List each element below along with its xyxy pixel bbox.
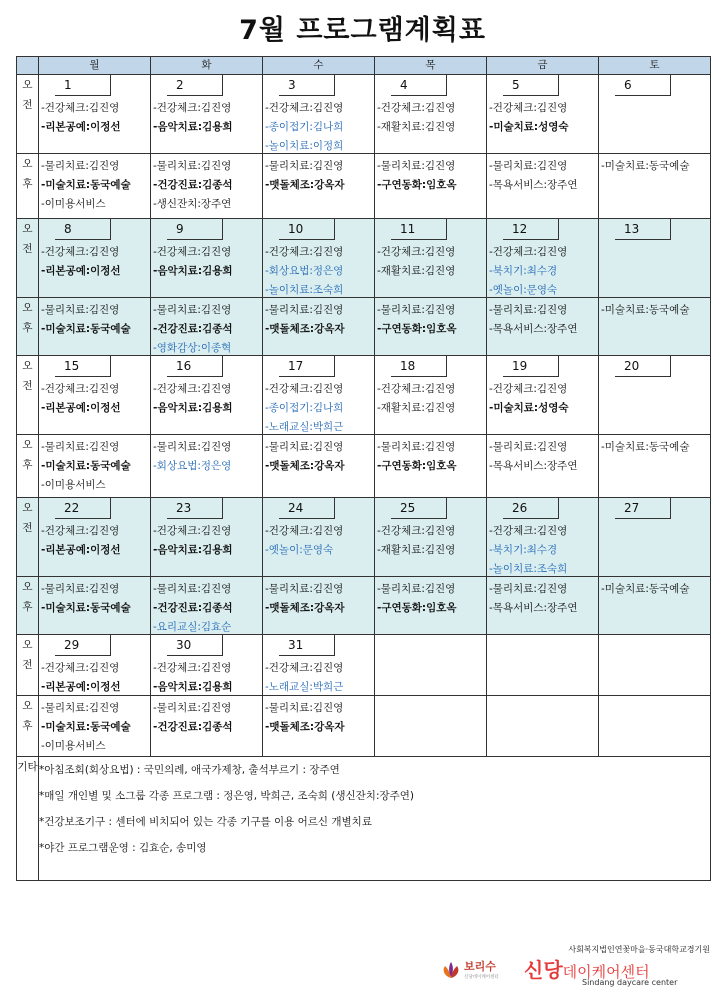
- day-cell: [151, 577, 263, 635]
- note-line: *야간 프로그램운영 : 김효순, 송미영: [39, 842, 207, 854]
- label-char: 전: [22, 522, 33, 534]
- program-entry: -음악치료:김용희: [153, 265, 233, 277]
- program-entry: -건강진료:김종석: [153, 179, 233, 191]
- day-cell: [151, 298, 263, 356]
- program-entry: -미술치료:동국예술: [601, 304, 690, 316]
- program-entry: -건강진료:김종석: [153, 323, 233, 335]
- program-entry: -영화감상:이종혁: [153, 342, 232, 354]
- date-number: 25: [391, 498, 447, 519]
- program-entry: -음악치료:김용희: [153, 544, 233, 556]
- program-entry: -놀이치료:조숙희: [265, 284, 344, 296]
- program-entry: -건강체크:김진영: [41, 662, 120, 674]
- footer-logo: [432, 944, 714, 990]
- day-cell: [263, 696, 375, 757]
- day-cell: [375, 577, 487, 635]
- label-char: 후: [22, 459, 33, 471]
- day-cell: [375, 298, 487, 356]
- label-char: 전: [22, 659, 33, 671]
- program-entry: -건강진료:김종석: [153, 721, 233, 733]
- day-cell: [263, 154, 375, 219]
- day-cell: [263, 577, 375, 635]
- program-entry: -물리치료:김진영: [41, 304, 120, 316]
- pm-label: [17, 298, 39, 356]
- label-char: 오: [22, 502, 33, 514]
- program-entry: -물리치료:김진영: [377, 160, 456, 172]
- label-char: 오: [22, 360, 33, 372]
- program-entry: -건강체크:김진영: [265, 662, 344, 674]
- program-entry: -목욕서비스:장주연: [489, 460, 578, 472]
- day-cell: [263, 635, 375, 696]
- program-entry: -건강체크:김진영: [153, 246, 232, 258]
- date-number: 27: [615, 498, 671, 519]
- program-entry: -건강체크:김진영: [265, 102, 344, 114]
- date-number: 22: [55, 498, 111, 519]
- day-cell: [375, 635, 487, 696]
- day-cell: [151, 696, 263, 757]
- program-entry: -구연동화:임호옥: [377, 179, 457, 191]
- day-header: 목: [375, 57, 487, 75]
- program-entry: -건강체크:김진영: [153, 102, 232, 114]
- program-entry: -건강체크:김진영: [265, 525, 344, 537]
- date-number: 11: [391, 219, 447, 240]
- week-pm-row: [17, 298, 711, 356]
- am-label: [17, 498, 39, 577]
- program-entry: -종이접기:김나희: [265, 402, 344, 414]
- program-entry: -물리치료:김진영: [489, 441, 568, 453]
- day-cell: [375, 356, 487, 435]
- date-number: 30: [167, 635, 223, 656]
- program-entry: -요리교실:김효순: [153, 621, 232, 633]
- program-entry: -놀이치료:이정희: [265, 140, 344, 152]
- label-char: 전: [22, 380, 33, 392]
- program-entry: -음악치료:김용희: [153, 402, 233, 414]
- program-entry: -구연동화:임호옥: [377, 323, 457, 335]
- date-number: 6: [615, 75, 671, 96]
- date-number: 4: [391, 75, 447, 96]
- program-entry: -종이접기:김나희: [265, 121, 344, 133]
- program-entry: -물리치료:김진영: [153, 441, 232, 453]
- day-cell: [487, 75, 599, 154]
- program-entry: -미술치료:동국예술: [41, 460, 131, 472]
- program-entry: -물리치료:김진영: [265, 160, 344, 172]
- program-entry: -맷돌체조:강옥자: [265, 179, 345, 191]
- day-cell: [375, 696, 487, 757]
- day-cell: [487, 356, 599, 435]
- label-char: 전: [22, 243, 33, 255]
- label-char: 후: [22, 322, 33, 334]
- week-pm-row: [17, 154, 711, 219]
- day-cell: [487, 435, 599, 498]
- day-cell: [151, 219, 263, 298]
- week-am-row: [17, 356, 711, 435]
- day-cell: [375, 75, 487, 154]
- day-cell: [375, 219, 487, 298]
- label-char: 오: [22, 79, 33, 91]
- schedule-body: [17, 75, 711, 757]
- program-entry: -물리치료:김진영: [377, 304, 456, 316]
- day-cell: [151, 356, 263, 435]
- date-number: 3: [279, 75, 335, 96]
- program-entry: -재활치료:김진영: [377, 402, 456, 414]
- date-number: 2: [167, 75, 223, 96]
- footer-org: 사회복지법인연꽃마을·동국대학교경기원: [568, 945, 710, 954]
- lotus-logo-icon: [440, 960, 462, 980]
- program-entry: -리본공예:이정선: [41, 544, 121, 556]
- program-entry: -물리치료:김진영: [153, 304, 232, 316]
- day-cell: [263, 435, 375, 498]
- day-cell: [599, 298, 711, 356]
- program-entry: -건강체크:김진영: [41, 383, 120, 395]
- program-entry: -북치기:최수경: [489, 544, 558, 556]
- program-entry: -물리치료:김진영: [265, 304, 344, 316]
- program-entry: -목욕서비스:장주연: [489, 179, 578, 191]
- program-entry: -물리치료:김진영: [489, 304, 568, 316]
- week-am-row: [17, 75, 711, 154]
- program-entry: -건강체크:김진영: [377, 246, 456, 258]
- label-char: 오: [22, 700, 33, 712]
- pm-label: [17, 577, 39, 635]
- day-cell: [599, 219, 711, 298]
- day-cell: [599, 435, 711, 498]
- label-char: 오: [22, 639, 33, 651]
- program-entry: -노래교실:박희근: [265, 421, 344, 433]
- notes-cell: [39, 757, 711, 881]
- am-label: [17, 75, 39, 154]
- pm-label: [17, 696, 39, 757]
- date-number: 18: [391, 356, 447, 377]
- footer-brand: 보리수: [464, 960, 496, 973]
- program-entry: -건강체크:김진영: [41, 525, 120, 537]
- program-entry: -건강체크:김진영: [489, 525, 568, 537]
- day-cell: [39, 75, 151, 154]
- day-cell: [375, 498, 487, 577]
- day-cell: [263, 219, 375, 298]
- date-number: 26: [503, 498, 559, 519]
- program-entry: -물리치료:김진영: [153, 702, 232, 714]
- date-number: 10: [279, 219, 335, 240]
- program-entry: -물리치료:김진영: [41, 702, 120, 714]
- day-cell: [263, 298, 375, 356]
- day-cell: [151, 154, 263, 219]
- day-cell: [39, 577, 151, 635]
- week-pm-row: [17, 577, 711, 635]
- program-entry: -물리치료:김진영: [377, 583, 456, 595]
- program-entry: -건강체크:김진영: [153, 525, 232, 537]
- day-cell: [375, 154, 487, 219]
- date-number: 29: [55, 635, 111, 656]
- day-cell: [263, 498, 375, 577]
- program-entry: -목욕서비스:장주연: [489, 323, 578, 335]
- program-entry: -회상요법:정은영: [153, 460, 232, 472]
- program-entry: -맷돌체조:강옥자: [265, 602, 345, 614]
- program-entry: -회상요법:정은영: [265, 265, 344, 277]
- day-cell: [151, 498, 263, 577]
- program-entry: -미술치료:동국예술: [41, 323, 131, 335]
- day-cell: [39, 219, 151, 298]
- program-entry: -건강체크:김진영: [41, 246, 120, 258]
- footer-name-rest: 데이케어센터: [562, 963, 650, 981]
- program-entry: -옛놀이:문영숙: [265, 544, 334, 556]
- program-entry: -건강체크:김진영: [41, 102, 120, 114]
- program-entry: -목욕서비스:장주연: [489, 602, 578, 614]
- footer-english-name: Sindang daycare center: [582, 978, 678, 987]
- day-cell: [39, 356, 151, 435]
- day-cell: [487, 154, 599, 219]
- program-entry: -생신잔치:장주연: [153, 198, 232, 210]
- note-line: *건강보조기구 : 센터에 비치되어 있는 각종 기구를 이용 어르신 개별치료: [39, 816, 372, 828]
- day-cell: [599, 635, 711, 696]
- day-cell: [263, 356, 375, 435]
- program-entry: -재활치료:김진영: [377, 265, 456, 277]
- program-entry: -구연동화:임호옥: [377, 602, 457, 614]
- program-entry: -건강체크:김진영: [489, 383, 568, 395]
- day-cell: [375, 435, 487, 498]
- program-entry: -노래교실:박희근: [265, 681, 344, 693]
- program-entry: -옛놀이:문영숙: [489, 284, 558, 296]
- date-number: 31: [279, 635, 335, 656]
- program-entry: -건강체크:김진영: [377, 525, 456, 537]
- day-header: 화: [151, 57, 263, 75]
- day-cell: [487, 696, 599, 757]
- day-cell: [39, 435, 151, 498]
- footer-name-main: 신당: [524, 958, 563, 982]
- week-pm-row: [17, 435, 711, 498]
- day-cell: [599, 577, 711, 635]
- program-entry: -물리치료:김진영: [377, 441, 456, 453]
- label-char: 오: [22, 581, 33, 593]
- week-am-row: [17, 219, 711, 298]
- program-entry: -구연동화:임호옥: [377, 460, 457, 472]
- program-entry: -물리치료:김진영: [41, 583, 120, 595]
- day-cell: [599, 154, 711, 219]
- date-number: 20: [615, 356, 671, 377]
- day-cell: [487, 498, 599, 577]
- date-number: 9: [167, 219, 223, 240]
- date-number: 23: [167, 498, 223, 519]
- program-entry: -재활치료:김진영: [377, 121, 456, 133]
- day-header: 금: [487, 57, 599, 75]
- program-entry: -리본공예:이정선: [41, 121, 121, 133]
- am-label: [17, 356, 39, 435]
- day-cell: [39, 696, 151, 757]
- program-entry: -물리치료:김진영: [265, 441, 344, 453]
- footer-brand-sub: 신당데이케어센터: [464, 975, 499, 980]
- program-entry: -건강진료:김종석: [153, 602, 233, 614]
- day-cell: [39, 298, 151, 356]
- program-entry: -맷돌체조:강옥자: [265, 323, 345, 335]
- program-entry: -미술치료:동국예술: [41, 179, 131, 191]
- schedule-table: [16, 56, 711, 881]
- week-pm-row: [17, 696, 711, 757]
- day-cell: [487, 635, 599, 696]
- day-cell: [487, 298, 599, 356]
- day-cell: [487, 577, 599, 635]
- pm-label: [17, 154, 39, 219]
- label-char: 오: [22, 439, 33, 451]
- program-entry: -미술치료:동국예술: [41, 602, 131, 614]
- header-corner: [17, 57, 39, 75]
- date-number: 5: [503, 75, 559, 96]
- program-entry: -건강체크:김진영: [377, 102, 456, 114]
- date-number: 15: [55, 356, 111, 377]
- program-entry: -건강체크:김진영: [489, 246, 568, 258]
- program-entry: -미술치료:동국예술: [601, 160, 690, 172]
- program-entry: -미술치료:성영숙: [489, 121, 569, 133]
- program-entry: -음악치료:김용희: [153, 121, 233, 133]
- program-entry: -물리치료:김진영: [489, 583, 568, 595]
- program-entry: -이미용서비스: [41, 740, 106, 752]
- am-label: [17, 635, 39, 696]
- day-header: 토: [599, 57, 711, 75]
- label-char: 오: [22, 223, 33, 235]
- day-cell: [151, 635, 263, 696]
- program-entry: -물리치료:김진영: [489, 160, 568, 172]
- program-entry: -건강체크:김진영: [265, 246, 344, 258]
- date-number: 17: [279, 356, 335, 377]
- label-char: 오: [22, 158, 33, 170]
- day-cell: [487, 219, 599, 298]
- day-cell: [599, 498, 711, 577]
- program-entry: -북치기:최수경: [489, 265, 558, 277]
- program-entry: -놀이치료:조숙희: [489, 563, 568, 575]
- day-cell: [39, 498, 151, 577]
- program-entry: -음악치료:김용희: [153, 681, 233, 693]
- program-entry: -맷돌체조:강옥자: [265, 721, 345, 733]
- program-entry: -건강체크:김진영: [377, 383, 456, 395]
- day-cell: [39, 635, 151, 696]
- notes-label-text: 기타: [17, 761, 38, 773]
- program-entry: -리본공예:이정선: [41, 265, 121, 277]
- date-number: 12: [503, 219, 559, 240]
- program-entry: -물리치료:김진영: [265, 583, 344, 595]
- program-entry: -리본공예:이정선: [41, 681, 121, 693]
- program-entry: -물리치료:김진영: [265, 702, 344, 714]
- date-number: 13: [615, 219, 671, 240]
- program-entry: -물리치료:김진영: [153, 160, 232, 172]
- day-cell: [599, 356, 711, 435]
- program-entry: -맷돌체조:강옥자: [265, 460, 345, 472]
- label-char: 후: [22, 601, 33, 613]
- week-am-row: [17, 498, 711, 577]
- notes-label: [17, 757, 39, 881]
- program-entry: -재활치료:김진영: [377, 544, 456, 556]
- program-entry: -건강체크:김진영: [153, 383, 232, 395]
- day-cell: [151, 75, 263, 154]
- day-header: 수: [263, 57, 375, 75]
- note-line: *매일 개인별 및 소그룹 각종 프로그램 : 정은영, 박희근, 조숙희 (생신잔치:장주연): [39, 790, 415, 802]
- program-entry: -미술치료:동국예술: [601, 441, 690, 453]
- label-char: 후: [22, 720, 33, 732]
- day-cell: [599, 75, 711, 154]
- note-line: *아침조회(회상요법) : 국민의례, 애국가제창, 출석부르기 : 장주연: [39, 764, 340, 776]
- day-cell: [599, 696, 711, 757]
- label-char: 오: [22, 302, 33, 314]
- day-header: 월: [39, 57, 151, 75]
- am-label: [17, 219, 39, 298]
- program-entry: -건강체크:김진영: [265, 383, 344, 395]
- program-entry: -이미용서비스: [41, 198, 106, 210]
- label-char: 후: [22, 178, 33, 190]
- program-entry: -리본공예:이정선: [41, 402, 121, 414]
- day-cell: [151, 435, 263, 498]
- program-entry: -미술치료:동국예술: [601, 583, 690, 595]
- program-entry: -물리치료:김진영: [41, 441, 120, 453]
- program-entry: -이미용서비스: [41, 479, 106, 491]
- day-cell: [263, 75, 375, 154]
- program-entry: -미술치료:성영숙: [489, 402, 569, 414]
- date-number: 24: [279, 498, 335, 519]
- date-number: 19: [503, 356, 559, 377]
- date-number: 1: [55, 75, 111, 96]
- program-entry: -미술치료:동국예술: [41, 721, 131, 733]
- pm-label: [17, 435, 39, 498]
- program-entry: -물리치료:김진영: [41, 160, 120, 172]
- program-entry: -건강체크:김진영: [153, 662, 232, 674]
- date-number: 8: [55, 219, 111, 240]
- program-entry: -건강체크:김진영: [489, 102, 568, 114]
- page-title: 7월 프로그램계획표: [239, 15, 486, 46]
- week-am-row: [17, 635, 711, 696]
- day-cell: [39, 154, 151, 219]
- date-number: 16: [167, 356, 223, 377]
- program-entry: -물리치료:김진영: [153, 583, 232, 595]
- label-char: 전: [22, 99, 33, 111]
